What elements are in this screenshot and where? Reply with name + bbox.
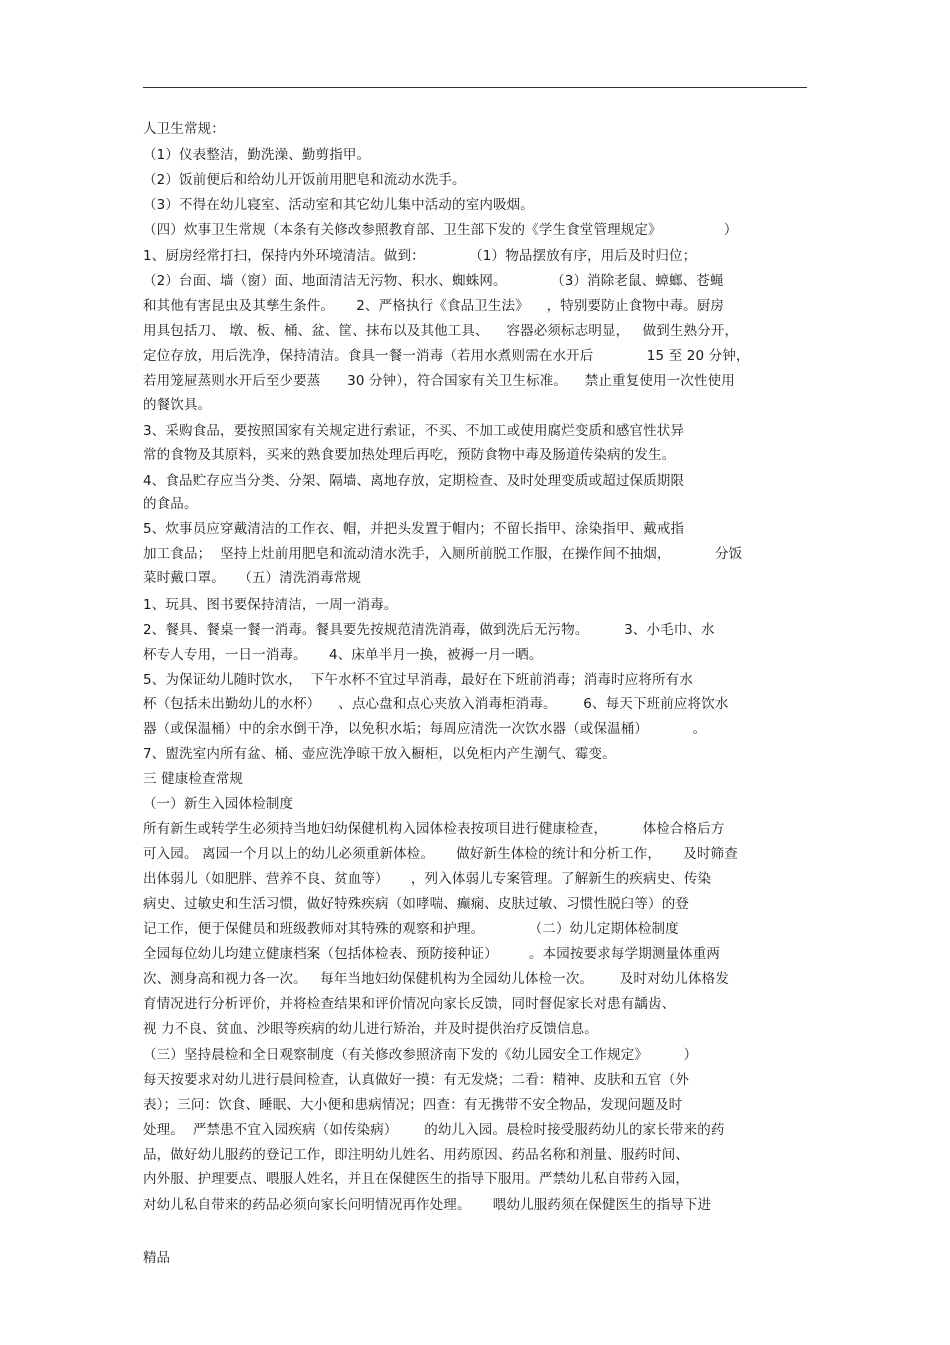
text-line: 杯（包括未出勤幼儿的水杯） 、点心盘和点心夹放入消毒柜消毒。 6、每天下班前应将饮水 bbox=[143, 696, 729, 712]
text-line: 杯专人专用，一日一消毒。 4、床单半月一换，被褥一月一晒。 bbox=[143, 647, 543, 663]
text-line: 视 力不良、贫血、沙眼等疾病的幼儿进行矫治，并及时提供治疗反馈信息。 bbox=[143, 1021, 598, 1037]
text-line: （3）不得在幼儿寝室、活动室和其它幼儿集中活动的室内吸烟。 bbox=[143, 197, 534, 213]
text-line: 3、采购食品，要按照国家有关规定进行索证，不买、不加工或使用腐烂变质和感官性状异 bbox=[143, 423, 685, 439]
text-line: 表）；三问：饮食、睡眠、大小便和患病情况；四查：有无携带不安全物品，发现问题及时 bbox=[143, 1097, 683, 1113]
text-line: 次、测身高和视力各一次。 每年当地妇幼保健机构为全园幼儿体检一次。 及时对幼儿体格发 bbox=[143, 971, 729, 987]
text-line: 用具包括刀、 墩、板、桶、盆、筐、抹布以及其他工具、 容器必须标志明显， 做到生熟分开， bbox=[143, 323, 739, 339]
text-line: 器（或保温桶）中的余水倒干净，以免积水垢；每周应清洗一次饮水器（或保温桶） 。 bbox=[143, 721, 707, 737]
text-line: 若用笼屉蒸则水开后至少要蒸 30 分钟），符合国家有关卫生标准。 禁止重复使用一次性使用 bbox=[143, 373, 735, 389]
text-line: 7、盥洗室内所有盆、桶、壶应洗净晾干放入橱柜，以免柜内产生潮气、霉变。 bbox=[143, 746, 616, 762]
text-line: 病史、过敏史和生活习惯，做好特殊疾病（如哮喘、癫痫、皮肤过敏、习惯性脱臼等）的登 bbox=[143, 896, 689, 912]
page-footer: 精品 bbox=[143, 1250, 170, 1266]
text-line: 菜时戴口罩。 （五）清洗消毒常规 bbox=[143, 570, 362, 586]
text-line: 定位存放，用后洗净，保持清洁。食具一餐一消毒（若用水煮则需在水开后 15 至 20 分钟， bbox=[143, 348, 750, 364]
text-line: 每天按要求对幼儿进行晨间检查，认真做好一摸：有无发烧；二看：精神、皮肤和五官（外 bbox=[143, 1072, 689, 1088]
text-line: 所有新生或转学生必须持当地妇幼保健机构入园体检表按项目进行健康检查， 体检合格后方 bbox=[143, 821, 725, 837]
text-line: 出体弱儿（如肥胖、营养不良、贫血等） ，列入体弱儿专案管理。了解新生的疾病史、传染 bbox=[143, 871, 712, 887]
text-line: （一）新生入园体检制度 bbox=[143, 796, 294, 812]
text-line: 1、玩具、图书要保持清洁，一周一消毒。 bbox=[143, 597, 398, 613]
text-line: 全园每位幼儿均建立健康档案（包括体检表、预防接种证） 。本园按要求每学期测量体重两 bbox=[143, 946, 721, 962]
text-line: （1）仪表整洁，勤洗澡、勤剪指甲。 bbox=[143, 147, 371, 163]
text-line: （2）饭前便后和给幼儿开饭前用肥皂和流动水洗手。 bbox=[143, 172, 466, 188]
text-line: （四）炊事卫生常规（本条有关修改参照教育部、卫生部下发的《学生食堂管理规定》 ） bbox=[143, 222, 738, 238]
text-line: 5、炊事员应穿戴清洁的工作衣、帽，并把头发置于帽内；不留长指甲、涂染指甲、戴戒指 bbox=[143, 521, 685, 537]
text-line: 记工作，便于保健员和班级教师对其特殊的观察和护理。 （二）幼儿定期体检制度 bbox=[143, 921, 679, 937]
text-line: 的食品。 bbox=[143, 496, 198, 512]
text-line: 品，做好幼儿服药的登记工作，即注明幼儿姓名、用药原因、药品名称和剂量、服药时间、 bbox=[143, 1147, 689, 1163]
text-line: 2、餐具、餐桌一餐一消毒。餐具要先按规范清洗消毒，做到洗后无污物。 3、小毛巾、水 bbox=[143, 622, 715, 638]
text-line: 人卫生常规： bbox=[143, 121, 225, 137]
text-line: 4、食品贮存应当分类、分架、隔墙、离地存放，定期检查、及时处理变质或超过保质期限 bbox=[143, 473, 685, 489]
text-line: 常的食物及其原料，买来的熟食要加热处理后再吃，预防食物中毒及肠道传染病的发生。 bbox=[143, 447, 676, 463]
text-line: 的餐饮具。 bbox=[143, 397, 212, 413]
text-line: 育情况进行分析评价，并将检查结果和评价情况向家长反馈，同时督促家长对患有龋齿、 bbox=[143, 996, 676, 1012]
text-line: 和其他有害昆虫及其孳生条件。 2、严格执行《食品卫生法》 ，特别要防止食物中毒。厨房 bbox=[143, 298, 725, 314]
text-line: 加工食品； 坚持上灶前用肥皂和流动清水洗手，入厕所前脱工作服，在操作间不抽烟， 分饭 bbox=[143, 546, 743, 562]
text-line: 处理。 严禁患不宜入园疾病（如传染病） 的幼儿入园。晨检时接受服药幼儿的家长带来的药 bbox=[143, 1122, 725, 1138]
text-line: 内外服、护理要点、喂服人姓名，并且在保健医生的指导下服用。严禁幼儿私自带药入园， bbox=[143, 1171, 689, 1187]
text-line: 1、厨房经常打扫，保持内外环境清洁。做到： （1）物品摆放有序，用后及时归位； bbox=[143, 248, 697, 264]
text-line: 5、为保证幼儿随时饮水， 下午水杯不宜过早消毒，最好在下班前消毒；消毒时应将所有水 bbox=[143, 672, 693, 688]
text-line: 可入园。 离园一个月以上的幼儿必须重新体检。 做好新生体检的统计和分析工作， 及时筛查 bbox=[143, 846, 738, 862]
text-line: （2）台面、墙（窗）面、地面清洁无污物、积水、蜘蛛网。 （3）消除老鼠、蟑螂、苍蝇 bbox=[143, 273, 724, 289]
text-line: 对幼儿私自带来的药品必须向家长问明情况再作处理。 喂幼儿服药须在保健医生的指导下进 bbox=[143, 1197, 712, 1213]
text-line: 三 健康检查常规 bbox=[143, 771, 243, 787]
text-line: （三）坚持晨检和全日观察制度（有关修改参照济南下发的《幼儿园安全工作规定》 ） bbox=[143, 1047, 698, 1063]
